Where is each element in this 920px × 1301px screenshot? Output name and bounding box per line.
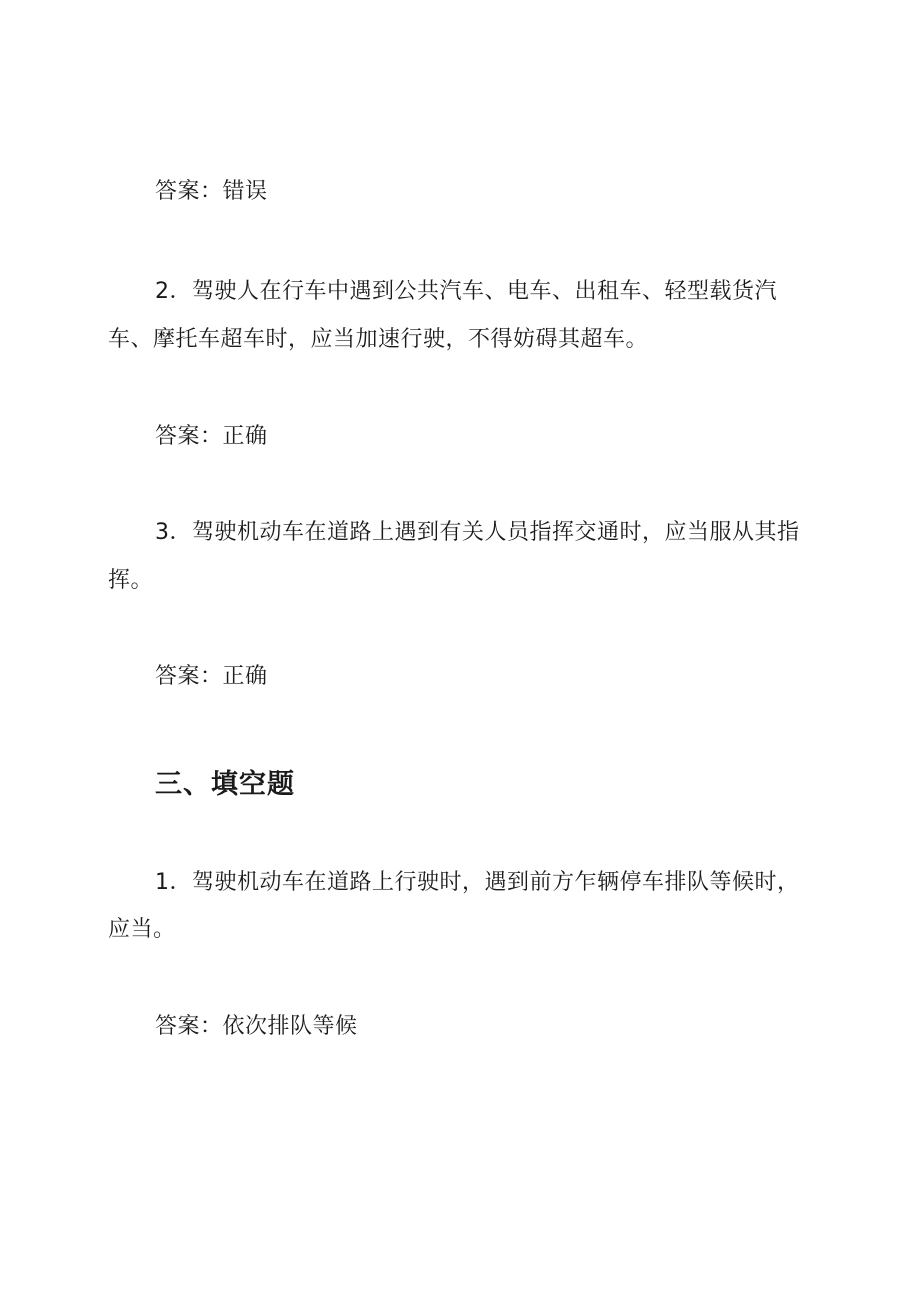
question-2-line-1: 2．驾驶人在行车中遇到公共汽车、电车、出租车、轻型载货汽 [155,279,777,304]
question-3-line-1: 3．驾驶机动车在道路上遇到有关人员指挥交通时，应当服从其指 [155,520,800,545]
question-3-line-2: 挥。 [108,568,154,593]
section-heading: 三、填空题 [155,769,295,800]
fill-blank-1-line-2: 应当。 [108,917,176,942]
answer-text: 答案：错误 [155,179,268,204]
answer-text: 答案：正确 [155,664,268,689]
fill-blank-1-line-1: 1．驾驶机动车在道路上行驶时，遇到前方乍辆停车排队等候时， [155,870,800,895]
question-2-line-2: 车、摩托车超车时，应当加速行驶，不得妨碍其超车。 [108,327,649,352]
answer-text: 答案：依次排队等候 [155,1014,358,1039]
answer-text: 答案：正确 [155,424,268,449]
